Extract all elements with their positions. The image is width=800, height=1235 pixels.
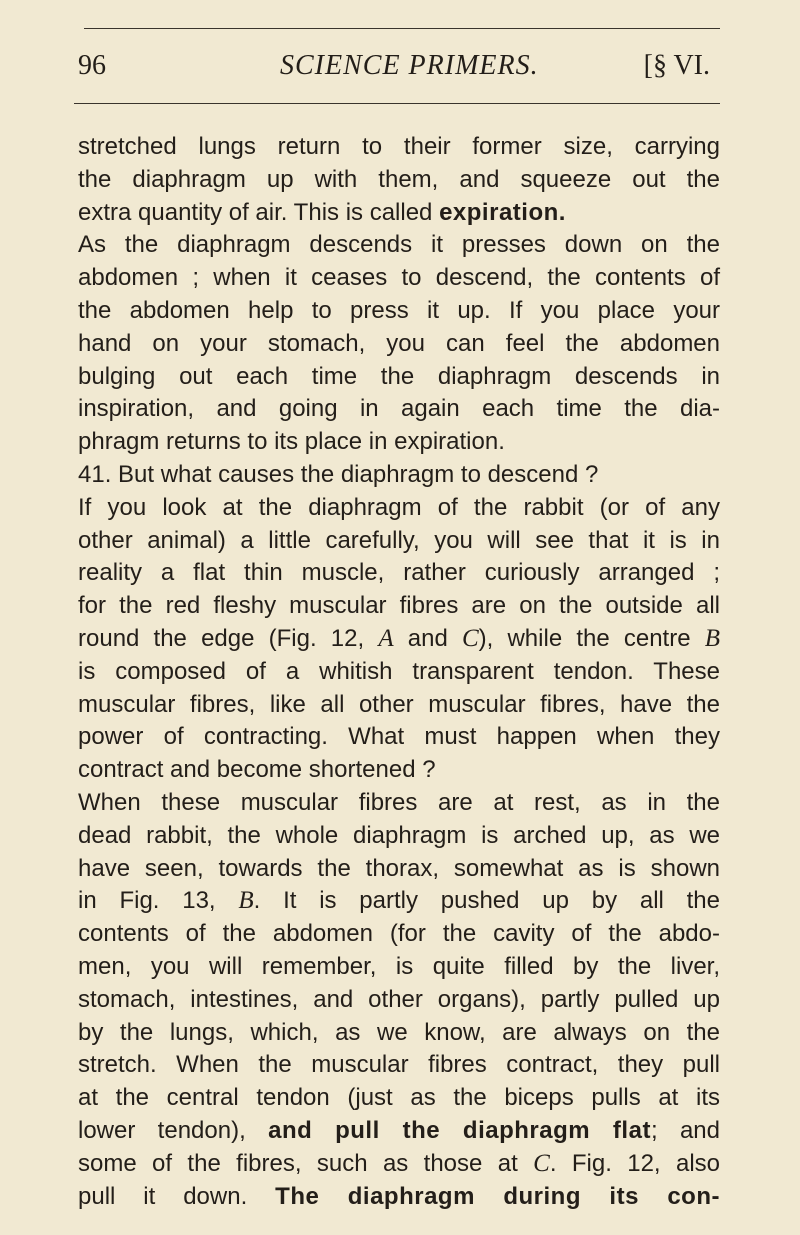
text-line: by the lungs, which, as we know, are always on the: [78, 1018, 720, 1046]
text-line: is composed of a whitish transparent tendon. These: [78, 657, 720, 685]
bold-term: and pull the diaphragm flat: [268, 1116, 651, 1144]
header-top-rule: [84, 28, 720, 29]
text-line: the diaphragm up with them, and squeeze out the: [78, 165, 720, 193]
text-line: stretched lungs return to their former size, carrying: [78, 133, 720, 160]
figure-letter: B: [238, 887, 254, 915]
text-line: As the diaphragm descends it presses down on the: [78, 231, 720, 259]
bold-term: The diaphragm during its con-: [275, 1182, 720, 1210]
text-line: bulging out each time the diaphragm descends in: [78, 362, 720, 390]
text-line: dead rabbit, the whole diaphragm is arched up, as we: [78, 821, 720, 849]
text-line: stomach, intestines, and other organs), partly pulled up: [78, 985, 720, 1013]
text-line: have seen, towards the thorax, somewhat as is shown: [78, 854, 720, 882]
section-mark: [§ VI.: [643, 50, 710, 81]
text-line: When these muscular fibres are at rest, as in the: [78, 788, 720, 816]
page-number: 96: [78, 50, 106, 81]
text-line: lower tendon), and pull the diaphragm flat; and: [78, 1116, 720, 1144]
text-line: extra quantity of air. This is called expiration.: [78, 198, 566, 226]
text-line: other animal) a little carefully, you will see that it is in: [78, 526, 720, 554]
figure-letter: B: [704, 624, 720, 652]
text-line: reality a flat thin muscle, rather curiously arranged ;: [78, 559, 720, 587]
text-line: If you look at the diaphragm of the rabbit (or of any: [78, 493, 720, 521]
text-line: in Fig. 13, B. It is partly pushed up by all the: [78, 887, 720, 915]
figure-letter: C: [533, 1149, 550, 1177]
text-line: contents of the abdomen (for the cavity of the abdo-: [78, 920, 720, 948]
text-line: hand on your stomach, you can feel the abdomen: [78, 329, 720, 357]
text-line: for the red fleshy muscular fibres are on the outside all: [78, 592, 720, 620]
running-header: [78, 44, 722, 88]
text-line: the abdomen help to press it up. If you place your: [78, 296, 720, 324]
text-line: abdomen ; when it ceases to descend, the contents of: [78, 264, 720, 292]
text-line: round the edge (Fig. 12, A and C), while the centre B: [78, 624, 720, 652]
figure-letter: A: [378, 624, 394, 652]
text-line: power of contracting. What must happen when they: [78, 723, 720, 751]
text-line: at the central tendon (just as the biceps pulls at its: [78, 1084, 720, 1112]
text-line: some of the fibres, such as those at C. Fig. 12, also: [78, 1149, 720, 1177]
running-title: SCIENCE PRIMERS.: [280, 50, 539, 81]
text-line: 41. But what causes the diaphragm to descend ?: [78, 460, 599, 488]
figure-letter: C: [461, 624, 479, 652]
text-line: muscular fibres, like all other muscular fibres, have the: [78, 690, 720, 718]
text-line: pull it down. The diaphragm during its con-: [78, 1182, 720, 1210]
text-line: men, you will remember, is quite filled by the liver,: [78, 952, 720, 980]
text-line: phragm returns to its place in expiration.: [78, 428, 505, 456]
body-text: [78, 131, 720, 1213]
text-line: inspiration, and going in again each time the dia-: [78, 395, 720, 423]
text-line: contract and become shortened ?: [78, 756, 436, 784]
text-line: stretch. When the muscular fibres contract, they pull: [78, 1051, 720, 1079]
bold-term: expiration.: [439, 198, 566, 226]
header-bottom-rule: [74, 103, 720, 104]
